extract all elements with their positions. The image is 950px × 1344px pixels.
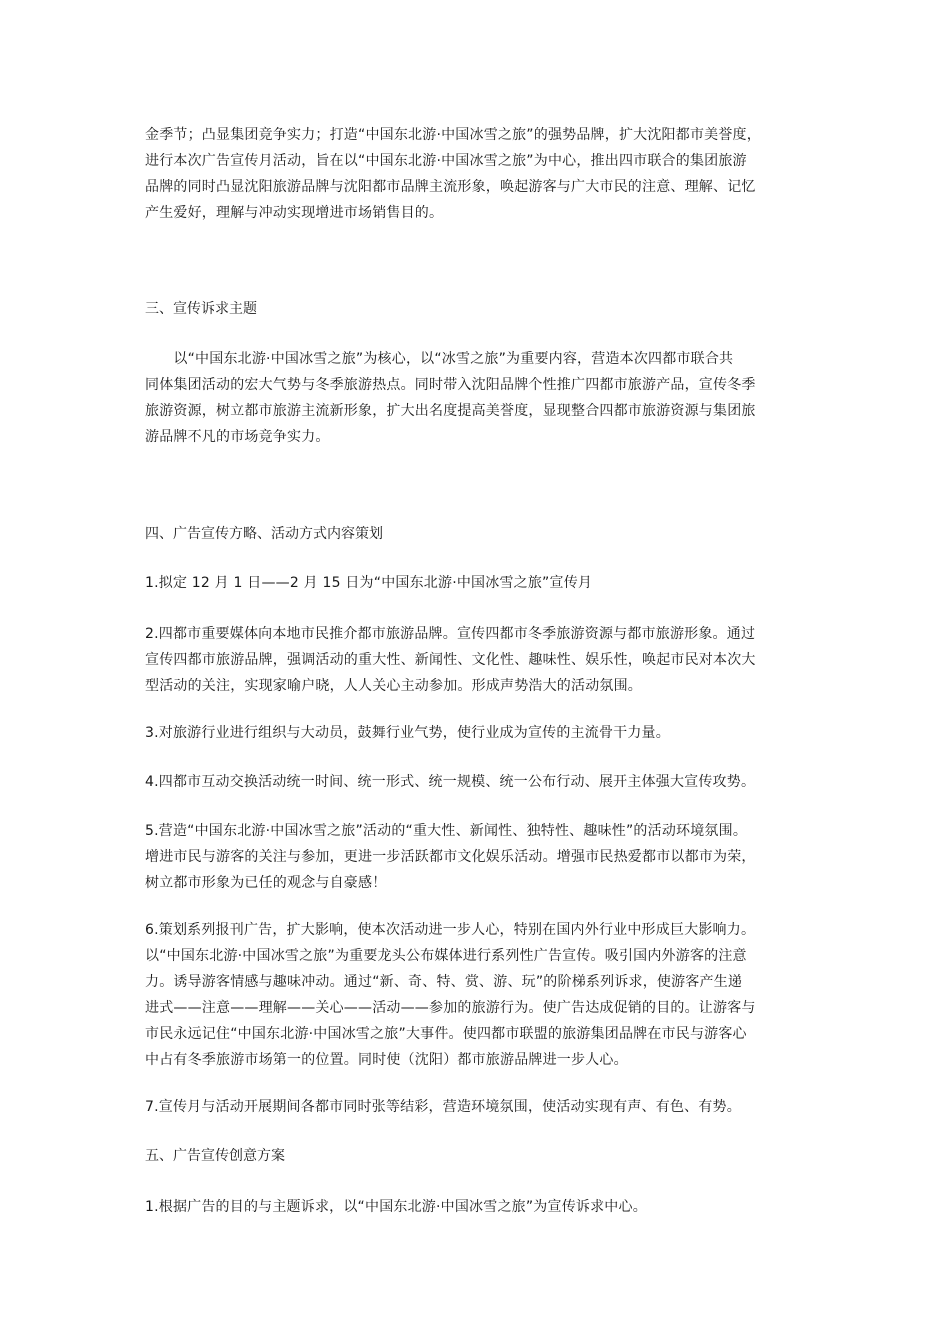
text-line: 游品牌不凡的市场竞争实力。 [145,429,330,445]
text-line: 中占有冬季旅游市场第一的位置。同时使（沈阳）都市旅游品牌进一步人心。 [145,1052,628,1068]
list-item-6 [145,917,810,1073]
text-line: 力。诱导游客情感与趣味冲动。通过“新、奇、特、赏、游、玩”的阶梯系列诉求，使游客产生递 [145,974,743,990]
section-heading-creative: 五、广告宣传创意方案 [145,1148,285,1164]
text-line: 4.四都市互动交换活动统一时间、统一形式、统一规模、统一公布行动、展开主体强大宣传攻势。 [145,774,756,790]
text-line: 旅游资源，树立都市旅游主流新形象，扩大出名度提高美誉度，显现整合四都市旅游资源与集团旅 [145,403,756,419]
section-heading-strategy: 四、广告宣传方略、活动方式内容策划 [145,526,383,542]
text-line: 3.对旅游行业进行组织与大动员，鼓舞行业气势，使行业成为宣传的主流骨干力量。 [145,725,670,741]
list-item-2 [145,621,810,699]
text-line: 进行本次广告宣传月活动，旨在以“中国东北游·中国冰雪之旅”为中心，推出四市联合的集团旅游 [145,153,747,169]
paragraph-theme [145,346,810,450]
list-item-3 [145,720,810,746]
text-line: 型活动的关注，实现家喻户晓，人人关心主动参加。形成声势浩大的活动氛围。 [145,678,642,694]
text-line: 树立都市形象为已任的观念与自豪感！ [145,875,387,891]
list-item-4 [145,769,810,795]
section-heading-theme: 三、宣传诉求主题 [145,301,257,317]
text-line: 同体集团活动的宏大气势与冬季旅游热点。同时带入沈阳品牌个性推广四都市旅游产品，宣传冬季 [145,377,756,393]
text-line: 以“中国东北游·中国冰雪之旅”为核心，以“冰雪之旅”为重要内容，营造本次四都市联合共 [145,351,734,367]
text-line: 6.策划系列报刊广告，扩大影响，使本次活动进一步人心，特别在国内外行业中形成巨大影响力。 [145,922,756,938]
text-line: 增进市民与游客的关注与参加，更进一步活跃都市文化娱乐活动。增强市民热爱都市以都市为荣， [145,849,756,865]
text-line: 1.根据广告的目的与主题诉求，以“中国东北游·中国冰雪之旅”为宣传诉求中心。 [145,1199,647,1215]
text-line: 进式——注意——理解——关心——活动——参加的旅游行为。使广告达成促销的目的。让游客与 [145,1000,756,1016]
text-line: 产生爱好，理解与冲动实现增进市场销售目的。 [145,205,444,221]
text-line: 品牌的同时凸显沈阳旅游品牌与沈阳都市品牌主流形象，唤起游客与广大市民的注意、理解、记忆 [145,179,756,195]
paragraph-purpose [145,122,810,226]
text-line: 7.宣传月与活动开展期间各都市同时张等结彩，营造环境氛围，使活动实现有声、有色、有势。 [145,1099,741,1115]
text-line: 宣传四都市旅游品牌，强调活动的重大性、新闻性、文化性、趣味性、娱乐性，唤起市民对本次大 [145,652,756,668]
list-item-creative-1 [145,1194,810,1220]
list-item-1 [145,570,810,596]
text-line: 2.四都市重要媒体向本地市民推介都市旅游品牌。宣传四都市冬季旅游资源与都市旅游形象。通过 [145,626,756,642]
text-line: 以“中国东北游·中国冰雪之旅”为重要龙头公布媒体进行系列性广告宣传。吸引国内外游客的注意 [145,948,747,964]
text-line: 市民永远记住“中国东北游·中国冰雪之旅”大事件。使四都市联盟的旅游集团品牌在市民与游客心 [145,1026,747,1042]
list-item-5 [145,818,810,896]
text-line: 金季节；凸显集团竞争实力；打造“中国东北游·中国冰雪之旅”的强势品牌，扩大沈阳都市美誉度， [145,127,761,143]
text-line: 1.拟定 12 月 1 日——2 月 15 日为“中国东北游·中国冰雪之旅”宣传月 [145,575,593,591]
list-item-7 [145,1094,810,1120]
text-line: 5.营造“中国东北游·中国冰雪之旅”活动的“重大性、新闻性、独特性、趣味性”的活动环境氛围。 [145,823,748,839]
